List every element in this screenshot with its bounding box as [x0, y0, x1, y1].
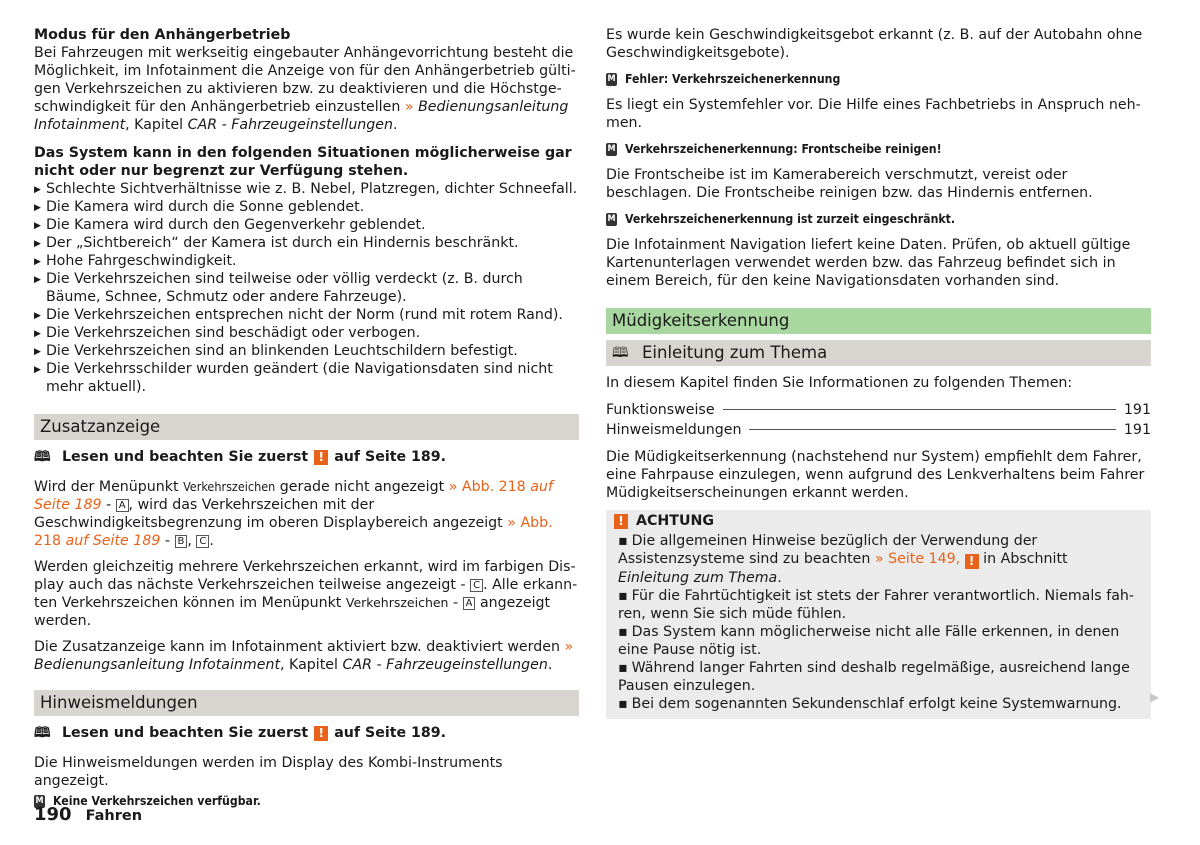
warning-box	[606, 510, 1151, 719]
trailer-paragraph	[34, 26, 579, 134]
limits-intro: Das System kann in den folgenden Situationen möglicherweise gar nicht oder nur begrenzt zur Verfügung stehen.	[34, 145, 572, 179]
list-item: ▶ Die Verkehrszeichen sind beschädigt oder verbogen.	[34, 324, 579, 342]
toc-leader	[749, 429, 1115, 430]
list-item: ▪ Bei dem sogenannten Sekundenschlaf erfolgt keine Systemwarnung.	[618, 695, 1139, 713]
trailer-link-arrow[interactable]: »	[404, 99, 414, 115]
message-title: Verkehrszeichenerkennung ist zurzeit eingeschränkt.	[625, 212, 956, 226]
trailer-heading: Modus für den Anhängerbetrieb	[34, 27, 291, 43]
message-heading	[606, 70, 1151, 88]
left-column	[34, 26, 579, 818]
toc-entry[interactable]	[606, 420, 1151, 440]
message-text: Die Infotainment Navigation liefert keine Daten. Prüfen, ob aktuell gültige Kartenunterlagen verwendet werden bzw. das Fahrzeug befindet sich in einem Bereich, für den keine Navigationsdaten vorhanden sind.	[606, 237, 1131, 289]
message-heading	[606, 210, 1151, 228]
zusatz-paragraph-1: Wird der Menüpunkt Verkehrszeichen gerade nicht angezeigt » Abb. 218 auf Seite 189 - A , wird das Verkehrszeichen mit der Geschwindigkeitsbegrenzung im oberen Displaybereich angezeigt » Abb. 218 auf Seite 189 - B , C .	[34, 479, 553, 549]
read-first-note	[34, 448, 579, 466]
book-icon: 🕮	[612, 345, 629, 361]
chapter-title: Müdigkeitserkennung	[606, 308, 1151, 334]
list-item: ▶ Die Kamera wird durch den Gegenverkehr geblendet.	[34, 216, 579, 234]
toc-page: 191	[1123, 402, 1151, 418]
message-title: Fehler: Verkehrszeichenerkennung	[625, 72, 841, 86]
toc-entry[interactable]	[606, 400, 1151, 420]
message-text: Die Frontscheibe ist im Kamerabereich verschmutzt, vereist oder beschlagen. Die Frontscheibe reinigen bzw. das Hindernis entfernen.	[606, 167, 1093, 201]
list-item: ▪ Die allgemeinen Hinweise bezüglich der Verwendung der Assistenzsysteme sind zu beachten » Seite 149, ! in Abschnitt Einleitung zum Thema.	[618, 532, 1139, 587]
message-text: Es liegt ein Systemfehler vor. Die Hilfe eines Fachbetriebs in Anspruch nehmen.	[606, 97, 1141, 131]
figure-link[interactable]: » Abb. 218	[34, 515, 553, 549]
trailer-ref-end: .	[393, 117, 398, 133]
warning-header	[606, 510, 1151, 532]
list-item: ▶ Die Verkehrsschilder wurden geändert (die Navigationsdaten sind nicht mehr aktuell).	[34, 360, 579, 396]
list-item: ▶ Die Verkehrszeichen entsprechen nicht der Norm (rund mit rotem Rand).	[34, 306, 579, 324]
limits-list	[34, 180, 579, 396]
label-box-c: C	[470, 579, 483, 592]
warning-title: ACHTUNG	[636, 513, 714, 529]
list-item: ▶ Hohe Fahrgeschwindigkeit.	[34, 252, 579, 270]
message-icon: M	[607, 213, 616, 224]
zusatz-paragraph-2: Werden gleichzeitig mehrere Verkehrszeichen erkannt, wird im farbigen Display auch das nächste Verkehrszeichen teilweise angezeigt - C . Alle erkannten Verkehrszeichen können im Menüpunkt Verkehrszeichen - A angezeigt werden.	[34, 559, 578, 629]
list-item: ▶ Schlechte Sichtverhältnisse wie z. B. Nebel, Platzregen, dichter Schneefall.	[34, 180, 579, 198]
label-box-b: B	[175, 535, 188, 548]
next-page-icon: ▶	[1150, 690, 1160, 704]
label-box-c: C	[196, 535, 209, 548]
page-link[interactable]: » Seite 149,	[874, 551, 961, 567]
warning-icon: !	[965, 554, 979, 569]
book-icon: 🕮	[34, 449, 51, 465]
read-first-page[interactable]: auf Seite 189.	[334, 725, 447, 741]
trailer-ref-manual: Bedienungsanleitung Infotainment	[34, 99, 569, 133]
intro-section-title	[606, 340, 1151, 366]
intro-title-text: Einleitung zum Thema	[642, 343, 828, 362]
trailer-text: Bei Fahrzeugen mit werkseitig eingebauter Anhängevorrichtung besteht die Möglichkeit, im Infotainment die Anzeige von für den Anhängerbetrieb gültigen Verkehrszeichen zu aktivieren bzw. zu deaktivieren und die Höchstgeschwindigkeit für den Anhängerbetrieb einzustellen	[34, 45, 576, 115]
menu-item-name: Verkehrszeichen	[183, 479, 276, 494]
page-footer	[34, 804, 142, 825]
fatigue-text: Die Müdigkeitserkennung (nachstehend nur System) empfiehlt dem Fahrer, eine Fahrpause einzulegen, wenn aufgrund des Lenkverhaltens beim Fahrer Müdigkeitserscheinungen erkannt werden.	[606, 449, 1145, 501]
toc-leader	[723, 409, 1116, 410]
list-item: ▶ Die Kamera wird durch die Sonne geblendet.	[34, 198, 579, 216]
page-number: 190	[34, 804, 72, 825]
figure-page-link[interactable]: auf Seite 189	[61, 533, 161, 549]
list-item: ▶ Die Verkehrszeichen sind an blinkenden Leuchtschildern befestigt.	[34, 342, 579, 360]
label-box-a: A	[116, 499, 129, 512]
toc-label: Hinweismeldungen	[606, 422, 742, 438]
read-first-page[interactable]: auf Seite 189.	[334, 449, 447, 465]
list-item: ▪ Das System kann möglicherweise nicht alle Fälle erkennen, in denen eine Pause nötig ist.	[618, 623, 1139, 659]
warning-icon: !	[314, 450, 328, 465]
hinweis-text: Die Hinweismeldungen werden im Display des Kombi-Instruments angezeigt.	[34, 755, 503, 789]
label-box-a: A	[463, 597, 476, 610]
read-first-text: Lesen und beachten Sie zuerst	[62, 725, 309, 741]
list-item: ▪ Für die Fahrtüchtigkeit ist stets der Fahrer verantwortlich. Niemals fahren, wenn Sie sich müde fühlen.	[618, 587, 1139, 623]
section-zusatzanzeige-title: Zusatzanzeige	[34, 414, 579, 440]
right-column	[606, 26, 1151, 719]
message-heading	[606, 140, 1151, 158]
list-item: ▶ Der „Sichtbereich“ der Kamera ist durch ein Hindernis beschränkt.	[34, 234, 579, 252]
toc-label: Funktionsweise	[606, 402, 715, 418]
message-text: Es wurde kein Geschwindigkeitsgebot erkannt (z. B. auf der Autobahn ohne Geschwindigkeitsgebote).	[606, 27, 1143, 61]
message-icon: M	[607, 143, 616, 154]
intro-text: In diesem Kapitel finden Sie Informationen zu folgenden Themen:	[606, 375, 1073, 391]
message-title: Keine Verkehrszeichen verfügbar.	[53, 794, 261, 808]
read-first-note	[34, 724, 579, 742]
manual-link-arrow[interactable]: »	[564, 639, 574, 655]
warning-list	[606, 532, 1151, 713]
list-item: ▶ Die Verkehrszeichen sind teilweise oder völlig verdeckt (z. B. durch Bäume, Schnee, Schmutz oder andere Fahrzeuge).	[34, 270, 579, 306]
warning-icon: !	[314, 726, 328, 741]
trailer-ref-chapter: CAR - Fahrzeugeinstellungen	[187, 117, 394, 133]
menu-item-name: Verkehrszeichen	[345, 595, 449, 610]
section-hinweismeldungen-title: Hinweismeldungen	[34, 690, 579, 716]
book-icon: 🕮	[34, 725, 51, 741]
message-icon: M	[607, 73, 616, 84]
list-item: ▪ Während langer Fahrten sind deshalb regelmäßige, ausreichend lange Pausen einzulegen.	[618, 659, 1139, 695]
toc-page: 191	[1123, 422, 1151, 438]
warning-icon: !	[614, 514, 628, 529]
trailer-ref-mid: , Kapitel	[125, 117, 188, 133]
figure-link[interactable]: » Abb. 218	[448, 479, 526, 495]
read-first-text: Lesen und beachten Sie zuerst	[62, 449, 309, 465]
message-title: Verkehrszeichenerkennung: Frontscheibe reinigen!	[625, 142, 942, 156]
message-icon: M	[35, 795, 44, 806]
figure-page-link[interactable]: auf Seite 189	[34, 479, 553, 513]
section-name: Fahren	[85, 808, 143, 824]
zusatz-paragraph-3: Die Zusatzanzeige kann im Infotainment aktiviert bzw. deaktiviert werden » Bedienungsanleitung Infotainment, Kapitel CAR - Fahrzeugeinstellungen.	[34, 639, 574, 673]
